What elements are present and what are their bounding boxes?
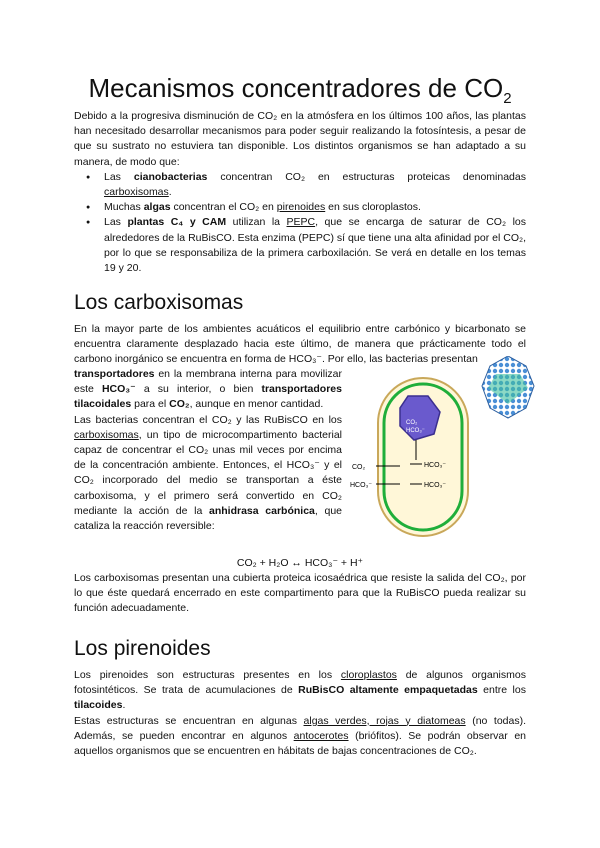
pirenoides-paragraph-2: Estas estructuras se encuentran en algunas algas verdes, rojas y diatomeas (no todas). Además, se pueden encontrar en algunos antocerotes (briófitos). Se podrán observar en aquellos organismos que se encuentren en hábitats de bajas concentraciones de CO₂.	[74, 714, 527, 758]
list-item: ● Las plantas C₄ y CAM utilizan la PEPC, que se encarga de saturar de CO₂ los alrededores de la RuBisCO. Esta enzima (PEPC) sí que tiene una alta afinidad por el CO₂, por lo que se responsabiliza de la primera carboxilación. Se verá en detalle en los temas 19 y 20.	[104, 215, 526, 276]
mechanism-list	[74, 170, 526, 276]
carboxisomas-paragraph-4: Los carboxisomas presentan una cubierta proteica icosaédrica que resiste la salida del CO₂, por lo que éste quedará encerrado en este compartimento para que la RuBisCO pueda realizar su función adecuadamente.	[74, 572, 526, 615]
link-carboxisomas-2[interactable]: carboxisomas	[74, 428, 139, 441]
pirenoides-paragraph-1: Los pirenoides son estructuras presentes en los cloroplastos de algunos organismos fotosintéticos. Se trata de acumulaciones de RuBisCO altamente empaquetadas entre los tilacoides.	[74, 669, 526, 712]
section-heading-carboxisomas: Los carboxisomas	[74, 291, 244, 314]
link-carboxisomas[interactable]: carboxisomas	[104, 186, 169, 199]
label-hco3-in: HCO₃⁻	[424, 462, 447, 469]
page-title: Mecanismos concentradores de $CO_2$	[88, 73, 512, 108]
carboxisomas-wrapped-text	[74, 367, 342, 534]
label-co2-in: CO₂	[406, 420, 418, 426]
label-hco3-out: HCO₃⁻	[350, 482, 373, 489]
intro-block	[74, 109, 526, 276]
carboxisomas-paragraph-1: En la mayor parte de los ambientes acuáticos el equilibrio entre carbónico y bicarbonato se encuentra claramente desplazado hacia este último, de manera que prácticamente todo el carbono inorgánico se encuentra en forma de HCO₃⁻. Por ello, las bacterias presentan	[74, 323, 526, 366]
intro-paragraph: Debido a la progresiva disminución de CO₂ en la atmósfera en los últimos 100 años, las plantas han necesitado desarrollar mecanismos para poder seguir realizando la fotosíntesis, a pesar de que su sustrato no estuviera tan disponible. Los distintos organismos se han adaptado a su manera, de modo que:	[74, 110, 526, 168]
link-pirenoides[interactable]: pirenoides	[276, 201, 326, 214]
label-co2-out: CO₂	[352, 464, 366, 471]
label-hco3-in-2: HCO₃⁻	[424, 482, 447, 489]
pirenoides-block	[74, 668, 526, 759]
link-cloroplastos[interactable]: cloroplastos	[340, 669, 397, 681]
carboxisomas-paragraph-3: Las bacterias concentran el CO₂ y las RuBisCO en los carboxisomas, un tipo de microcompartimento bacterial capaz de concentrar el CO₂ unas mil veces por encima de la concentración ambiente. Entonces, el HCO₃⁻ y el CO₂ incorporado del medio se transportan a éste carboxisoma, y el primero será convertido en CO₂ mediante la acción de la anhidrasa carbónica, que cataliza la reacción reversible:	[74, 413, 342, 533]
section-heading-pirenoides: Los pirenoides	[74, 637, 211, 660]
label-hco3-in-3: HCO₃⁻	[406, 428, 425, 434]
link-algas[interactable]: algas verdes, rojas y diatomeas	[303, 714, 466, 727]
link-pepc[interactable]: PEPC	[286, 216, 316, 229]
reaction-equation: CO₂ + H₂O ↔ HCO₃⁻ + H⁺	[236, 557, 364, 569]
carboxisomas-paragraph-4-block	[74, 571, 526, 617]
list-item: ● Las cianobacterias concentran CO₂ en estructuras proteicas denominadas carboxisomas.	[104, 170, 526, 200]
list-item: ● Muchas algas concentran el CO₂ en pirenoides en sus cloroplastos.	[104, 200, 526, 215]
link-antocerotes[interactable]: antocerotes	[293, 729, 349, 742]
carboxysome-figure	[348, 356, 538, 546]
carboxisomas-paragraph-2: transportadores en la membrana interna para movilizar este HCO₃⁻ a su interior, o bien transportadores tilacoidales para el CO₂, aunque en menor cantidad.	[74, 368, 342, 411]
